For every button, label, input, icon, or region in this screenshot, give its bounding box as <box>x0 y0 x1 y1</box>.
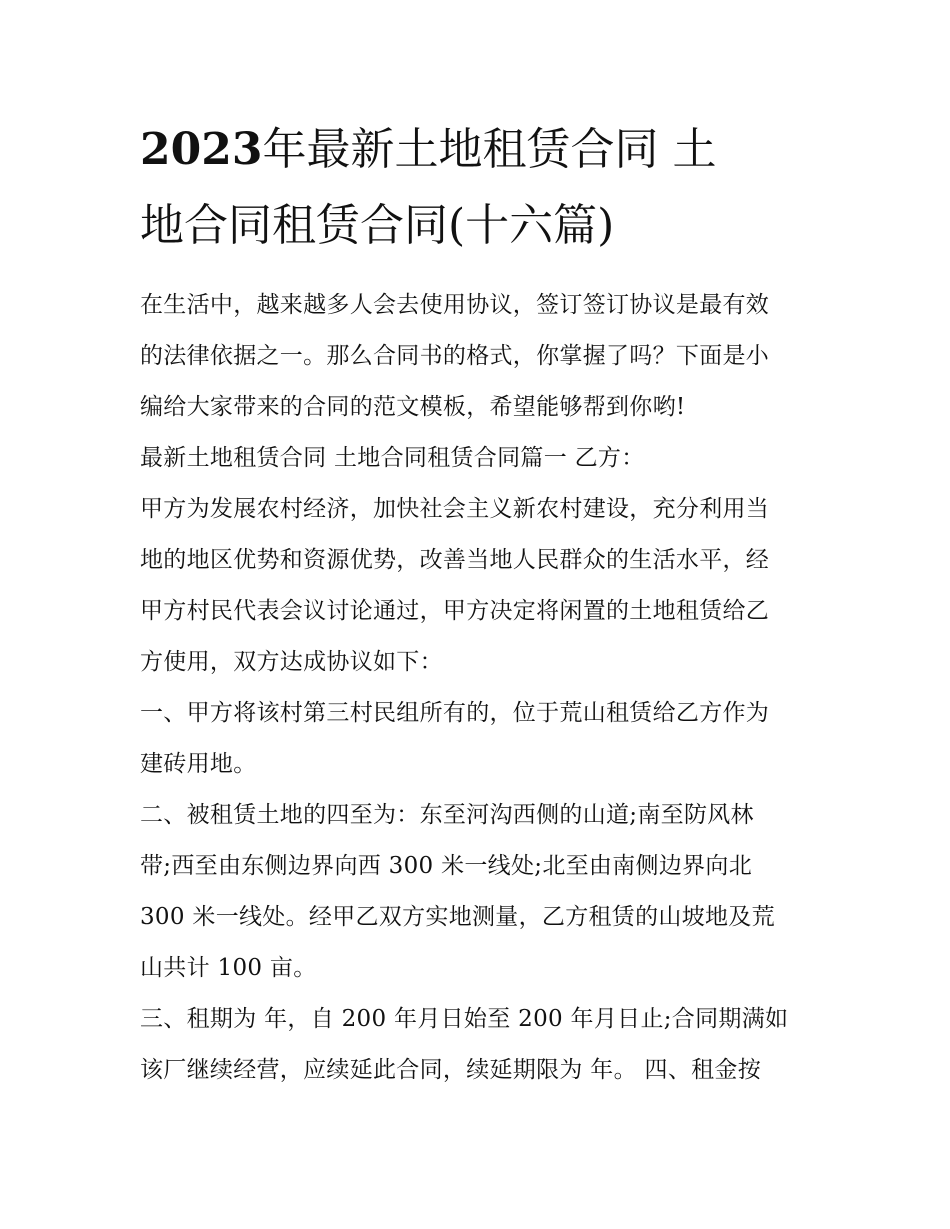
document-title <box>140 112 820 264</box>
body-line: 山共计 100 亩。 <box>140 955 317 981</box>
body-line: 300 米一线处。经甲乙双方实地测量，乙方租赁的山坡地及荒 <box>140 904 775 930</box>
body-line: 在生活中，越来越多人会去使用协议，签订签订协议是最有效 <box>140 292 770 318</box>
body-line: 带;西至由东侧边界向西 300 米一线处;北至由南侧边界向北 <box>140 853 753 879</box>
body-line: 地的地区优势和资源优势，改善当地人民群众的生活水平，经 <box>140 547 770 573</box>
section-heading: 最新土地租赁合同 土地合同租赁合同篇一 乙方： <box>140 445 645 471</box>
body-line: 的法律依据之一。那么合同书的格式，你掌握了吗？下面是小 <box>140 343 770 369</box>
title-year: 2023 <box>140 124 263 175</box>
body-line: 二、被租赁土地的四至为：东至河沟西侧的山道;南至防风林 <box>140 802 754 828</box>
body-line: 方使用，双方达成协议如下： <box>140 649 443 675</box>
body-line: 甲方为发展农村经济，加快社会主义新农村建设，充分利用当 <box>140 496 770 522</box>
body-line: 一、甲方将该村第三村民组所有的，位于荒山租赁给乙方作为 <box>140 700 770 726</box>
title-line2-text: 地合同租赁合同(十六篇) <box>140 200 615 251</box>
body-line: 该厂继续经营，应续延此合同，续延期限为 年。 四、租金按 <box>140 1057 762 1083</box>
body-line: 编给大家带来的合同的范文模板，希望能够帮到你哟! <box>140 394 686 420</box>
document-body <box>140 280 812 1096</box>
body-line: 三、租期为 年，自 200 年月日始至 200 年月日止;合同期满如 <box>140 1006 789 1032</box>
title-line1-text: 年最新土地租赁合同 土 <box>262 124 717 175</box>
body-line: 建砖用地。 <box>140 751 257 777</box>
body-line: 甲方村民代表会议讨论通过，甲方决定将闲置的土地租赁给乙 <box>140 598 770 624</box>
